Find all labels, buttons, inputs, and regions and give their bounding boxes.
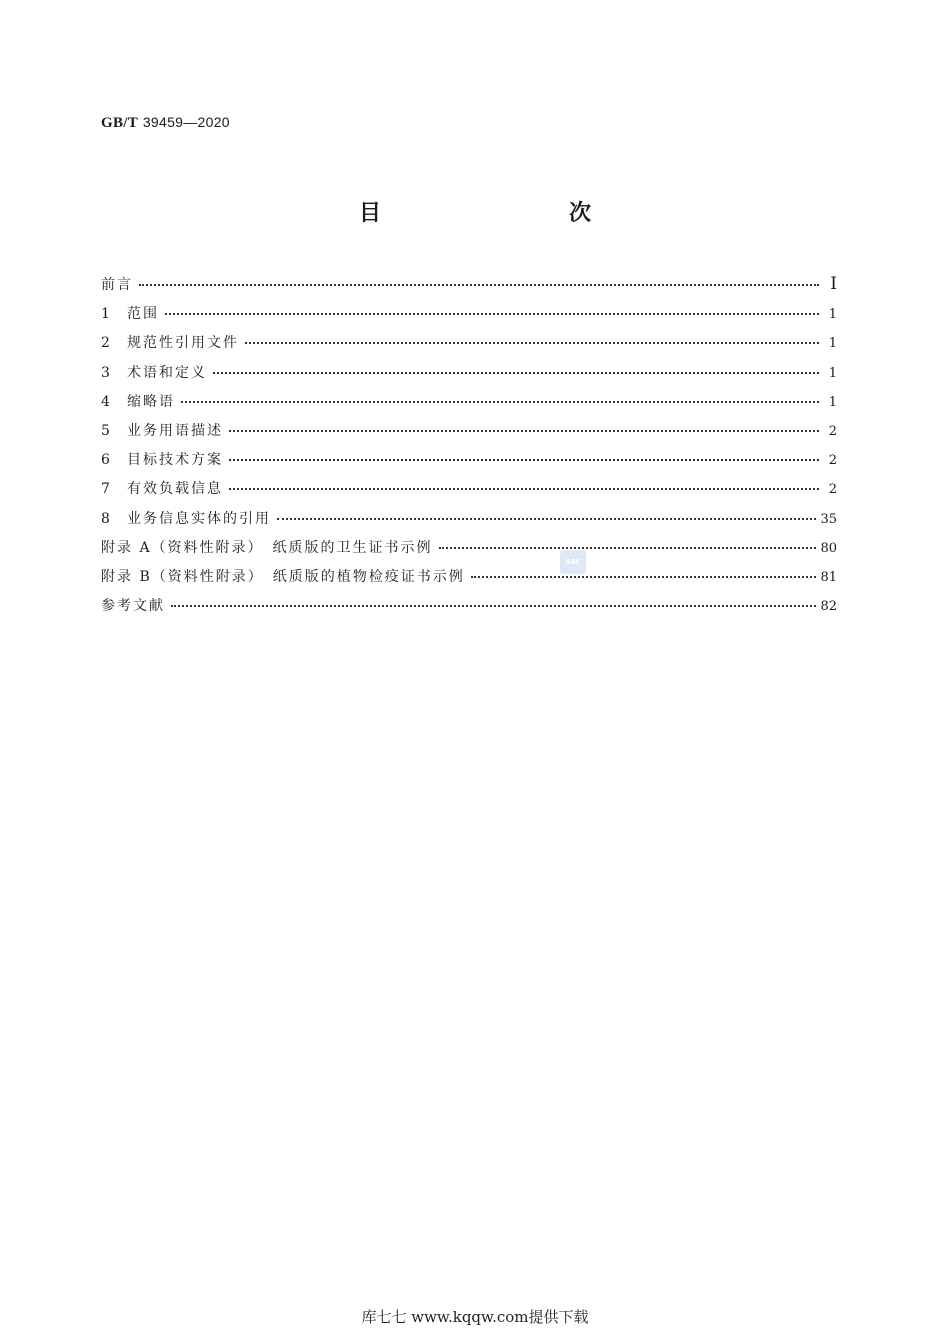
toc-entry-label: 附录 A（资料性附录） 纸质版的卫生证书示例 [101, 539, 433, 556]
toc-entry-label: 附录 B（资料性附录） 纸质版的植物检疫证书示例 [101, 568, 465, 585]
toc-entry[interactable] [101, 508, 837, 537]
toc-entry[interactable] [101, 303, 837, 332]
toc-entry-page: 2 [828, 423, 837, 439]
toc-entry[interactable] [101, 332, 837, 361]
standard-number: 39459—2020 [142, 114, 230, 130]
standard-code [101, 114, 230, 132]
table-of-contents [101, 274, 837, 624]
toc-entry[interactable] [101, 478, 837, 507]
toc-entry-number: 6 [101, 452, 110, 469]
toc-leader-dots [171, 604, 816, 607]
toc-leader-dots [471, 575, 817, 578]
toc-entry[interactable] [101, 362, 837, 391]
toc-entry[interactable] [101, 566, 837, 595]
toc-entry-label: 术语和定义 [127, 364, 207, 381]
toc-entry[interactable] [101, 537, 837, 566]
toc-entry-number: 7 [101, 481, 110, 498]
toc-leader-dots [139, 283, 819, 286]
toc-entry-label: 参考文献 [101, 598, 165, 615]
toc-entry[interactable] [101, 391, 837, 420]
toc-entry-page: 1 [828, 336, 837, 352]
toc-entry[interactable] [101, 274, 837, 303]
toc-entry-page: 35 [820, 511, 837, 527]
toc-entry-label: 规范性引用文件 [127, 335, 239, 352]
toc-entry[interactable] [101, 420, 837, 449]
toc-entry-page: 82 [820, 599, 837, 615]
toc-entry-label: 前言 [101, 277, 133, 293]
toc-leader-dots [229, 487, 819, 490]
toc-entry-number: 8 [101, 510, 110, 527]
toc-entry-page: 2 [828, 453, 837, 469]
toc-entry-page: 1 [828, 394, 837, 410]
toc-entry-label: 有效负载信息 [127, 481, 223, 498]
sac-watermark-logo: SAC [560, 550, 586, 574]
toc-entry-label: 缩略语 [127, 393, 175, 410]
toc-entry-number: 4 [101, 393, 110, 410]
download-footer: 库七七 www.kqqw.com提供下载 [361, 1308, 589, 1326]
toc-entry-page: Ⅰ [830, 274, 837, 294]
toc-leader-dots [277, 517, 816, 520]
toc-entry-label: 范围 [127, 306, 159, 323]
toc-entry-label: 目标技术方案 [127, 452, 223, 469]
toc-entry[interactable] [101, 595, 837, 624]
toc-entry-page: 81 [820, 569, 837, 585]
toc-leader-dots [229, 429, 819, 432]
toc-leader-dots [229, 458, 819, 461]
toc-entry[interactable] [101, 449, 837, 478]
toc-leader-dots [181, 400, 819, 403]
toc-leader-dots [213, 371, 819, 374]
toc-entry-page: 80 [820, 540, 837, 556]
toc-leader-dots [245, 341, 819, 344]
toc-entry-number: 2 [101, 335, 110, 352]
toc-entry-page: 1 [828, 365, 837, 381]
toc-entry-number: 3 [101, 364, 110, 381]
toc-entry-label: 业务用语描述 [127, 422, 223, 439]
standard-prefix: GB/T [101, 115, 139, 131]
toc-entry-number: 5 [101, 422, 110, 439]
toc-title: 目 次 [358, 201, 639, 226]
toc-entry-page: 2 [828, 482, 837, 498]
toc-leader-dots [439, 546, 817, 549]
toc-entry-label: 业务信息实体的引用 [127, 510, 271, 527]
toc-entry-number: 1 [101, 306, 110, 323]
toc-leader-dots [165, 312, 819, 315]
toc-entry-page: 1 [828, 307, 837, 323]
